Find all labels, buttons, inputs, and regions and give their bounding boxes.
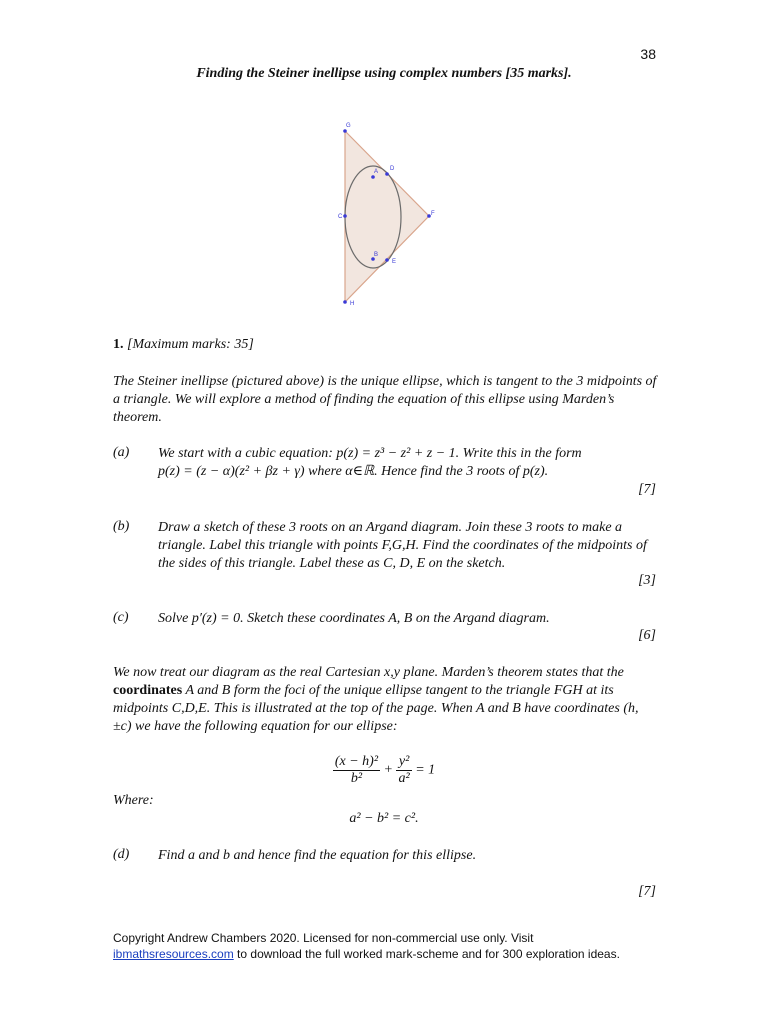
equation-rhs: = 1 (415, 762, 436, 778)
part-d-text: Find a and b and hence find the equation for this ellipse. (158, 848, 477, 863)
marden-text-2: A and B form the foci of the unique ellipse tangent to the triangle FGH at its midpoints C,D,E. This is illustrated at the top of the page. When A and B have coordinates (h, ±c) we have the following equation for our ellipse: (113, 683, 639, 734)
part-c-marks: [6] (638, 628, 656, 643)
where-label: Where: (113, 793, 154, 808)
fraction-2-numerator: y² (396, 754, 411, 771)
part-b-label: (b) (113, 519, 130, 534)
point-g (343, 123, 351, 133)
point-e (385, 258, 396, 265)
foci-equation: a² − b² = c². (349, 811, 419, 826)
part-d-label: (d) (113, 847, 130, 862)
point-d (385, 166, 395, 176)
fraction-2 (396, 754, 411, 787)
plus-sign: + (383, 762, 393, 778)
part-a-line2: p(z) = (z − α)(z² + βz + γ) where α∈ℝ. Hence find the 3 roots of p(z). (158, 464, 549, 479)
marden-paragraph (113, 664, 658, 736)
part-d-marks: [7] (638, 884, 656, 899)
part-a-text (158, 445, 658, 481)
fraction-1 (333, 754, 380, 787)
max-marks: [Maximum marks: 35] (127, 337, 254, 352)
ellipse-equation (0, 754, 768, 787)
svg-text:B: B (374, 252, 379, 258)
triangle-fgh (345, 131, 429, 302)
ibmathsresources-link[interactable]: ibmathsresources.com (113, 947, 234, 961)
svg-text:E: E (392, 259, 397, 265)
steiner-inellipse-figure (330, 118, 445, 313)
copyright-footer (113, 930, 673, 962)
svg-text:G: G (346, 123, 351, 129)
part-b-text: Draw a sketch of these 3 roots on an Argand diagram. Join these 3 roots to make a triangle. Label this triangle with points F,G,H. Find the coordinates of the midpoints of the sides of this triangle. Label these as C, D, E on the sketch. (158, 520, 647, 571)
part-c-text: Solve p′(z) = 0. Sketch these coordinates A, B on the Argand diagram. (158, 611, 550, 626)
fraction-2-denominator: a² (398, 771, 410, 786)
coordinates-bold: coordinates (113, 683, 183, 698)
svg-text:D: D (390, 166, 395, 172)
svg-text:F: F (431, 211, 435, 217)
point-h (343, 300, 354, 307)
question-number: 1. (113, 337, 124, 352)
page-number: 38 (640, 46, 656, 62)
fraction-1-denominator: b² (350, 771, 363, 786)
marden-text-1: We now treat our diagram as the real Cartesian x,y plane. Marden’s theorem states that the (113, 665, 624, 680)
intro-paragraph: The Steiner inellipse (pictured above) is the unique ellipse, which is tangent to the 3 midpoints of a triangle. We will explore a method of finding the equation of this ellipse using Marden’s theorem. (113, 374, 657, 425)
svg-text:C: C (338, 214, 343, 220)
svg-text:A: A (374, 169, 379, 175)
part-a-marks: [7] (638, 482, 656, 497)
point-f (427, 211, 435, 218)
fraction-1-numerator: (x − h)² (334, 754, 379, 769)
part-c-label: (c) (113, 610, 129, 625)
question-header (113, 336, 658, 354)
footer-line-2: to download the full worked mark-scheme and for 300 exploration ideas. (233, 947, 620, 961)
page-title: Finding the Steiner inellipse using complex numbers [35 marks]. (196, 66, 572, 81)
part-a-line1: We start with a cubic equation: p(z) = z³ − z² + z − 1. Write this in the form (158, 446, 582, 461)
svg-text:H: H (350, 301, 355, 307)
part-a-label: (a) (113, 445, 130, 460)
footer-line-1: Copyright Andrew Chambers 2020. Licensed for non-commercial use only. Visit (113, 931, 534, 945)
part-b-marks: [3] (638, 573, 656, 588)
